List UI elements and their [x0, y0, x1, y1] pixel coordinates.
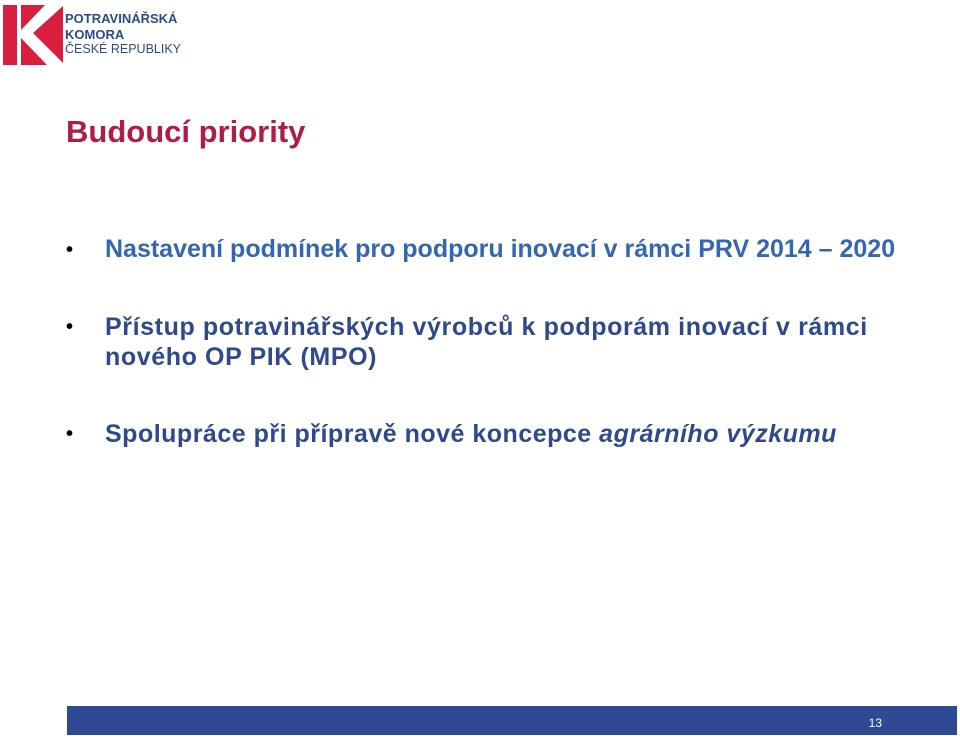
bullet-item-op-pik [66, 312, 936, 372]
bullet-text: Nastavení podmínek pro podporu inovací v rámci PRV 2014 – 2020 [105, 235, 896, 263]
logo-wordmark [65, 11, 181, 58]
bullet-item-prv [66, 234, 936, 264]
bullet-icon: • [66, 239, 74, 261]
slide-title: Budoucí priority [66, 114, 306, 149]
logo-line-3: ČESKÉ REPUBLIKY [65, 42, 182, 56]
logo [3, 5, 203, 65]
logo-line-1: POTRAVINÁŘSKÁ [65, 11, 178, 26]
bullet-text: Přístup potravinářských výrobců k podporám inovací v rámci nového OP PIK (MPO) [105, 313, 868, 371]
chamber-logo-icon [3, 5, 63, 65]
bullet-list [66, 234, 936, 450]
footer-bar [67, 706, 957, 735]
bullet-text-italic: agrárního výzkumu [599, 420, 837, 448]
bullet-item-research [66, 419, 936, 450]
page-number: 13 [868, 716, 882, 730]
logo-line-2: KOMORA [65, 26, 125, 42]
bullet-icon: • [66, 316, 74, 338]
bullet-text: Spolupráce při přípravě nové koncepce [105, 420, 600, 448]
bullet-icon: • [66, 423, 74, 445]
